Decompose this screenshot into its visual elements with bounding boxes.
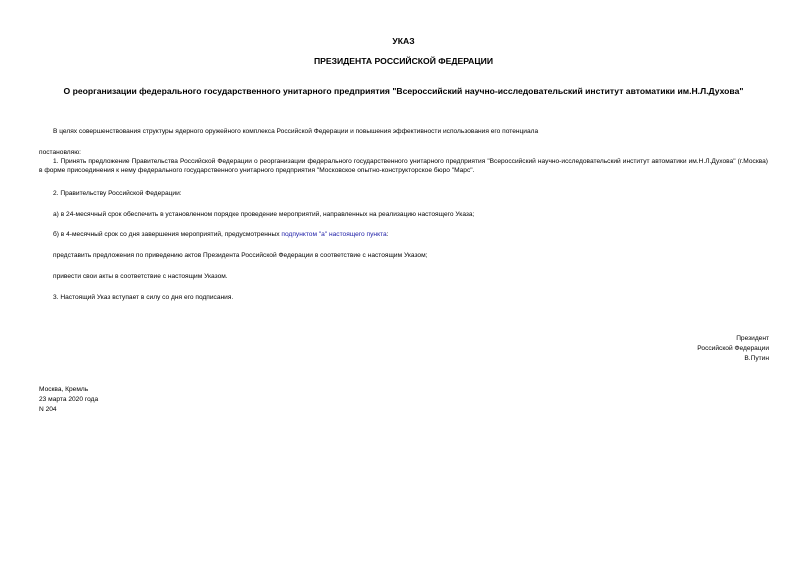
item-2a-paragraph: а) в 24-месячный срок обеспечить в установленном порядке проведение мероприятий, направленных на реализацию настоящего Указа; (53, 211, 475, 218)
item-2b-prefix: б) в 4-месячный срок со дня завершения мероприятий, предусмотренных (53, 231, 282, 238)
preamble-paragraph: В целях совершенствования структуры ядерного оружейного комплекса Российской Федерации и повышения эффективности использования его потенциала (53, 128, 539, 135)
decree-word: постановляю: (39, 149, 82, 156)
signature-block (697, 334, 769, 364)
item-2b-1-paragraph: представить предложения по приведению актов Президента Российской Федерации в соответствие с настоящим Указом; (53, 252, 428, 259)
footer-place: Москва, Кремль (39, 386, 89, 393)
signature-country: Российской Федерации (697, 345, 769, 352)
decree-subject: О реорганизации федерального государственного унитарного предприятия "Всероссийский научно-исследовательский институт автоматики им.Н.Л.Духова" (63, 86, 744, 96)
decree-title: УКАЗ (392, 36, 415, 46)
item-3-paragraph: 3. Настоящий Указ вступает в силу со дня его подписания. (53, 294, 234, 301)
item-2b-suffix: : (386, 231, 389, 238)
item-2-paragraph: 2. Правительству Российской Федерации: (53, 190, 182, 197)
item-1-paragraph: 1. Принять предложение Правительства Российской Федерации о реорганизации федерального государственного унитарного предприятия "Всероссийский научно-исследовательский институт автоматики им.Н.Л.Духова" (г.Москва) в форме присоединения к нему федерального государственного унитарного предприятия "Московское опытно-конструкторское бюро "Марс". (39, 158, 768, 174)
item-2b-paragraph (53, 230, 388, 239)
item-2b-2-paragraph: привести свои акты в соответствие с настоящим Указом. (53, 273, 228, 280)
footer-block (39, 385, 98, 415)
footer-date: 23 марта 2020 года (39, 396, 99, 403)
signature-title: Президент (736, 335, 769, 342)
footer-number: N 204 (39, 406, 57, 413)
decree-issuer: ПРЕЗИДЕНТА РОССИЙСКОЙ ФЕДЕРАЦИИ (313, 56, 494, 66)
subpoint-a-link[interactable]: подпунктом "а" настоящего пункта (281, 231, 387, 238)
signature-name: В.Путин (744, 355, 769, 362)
